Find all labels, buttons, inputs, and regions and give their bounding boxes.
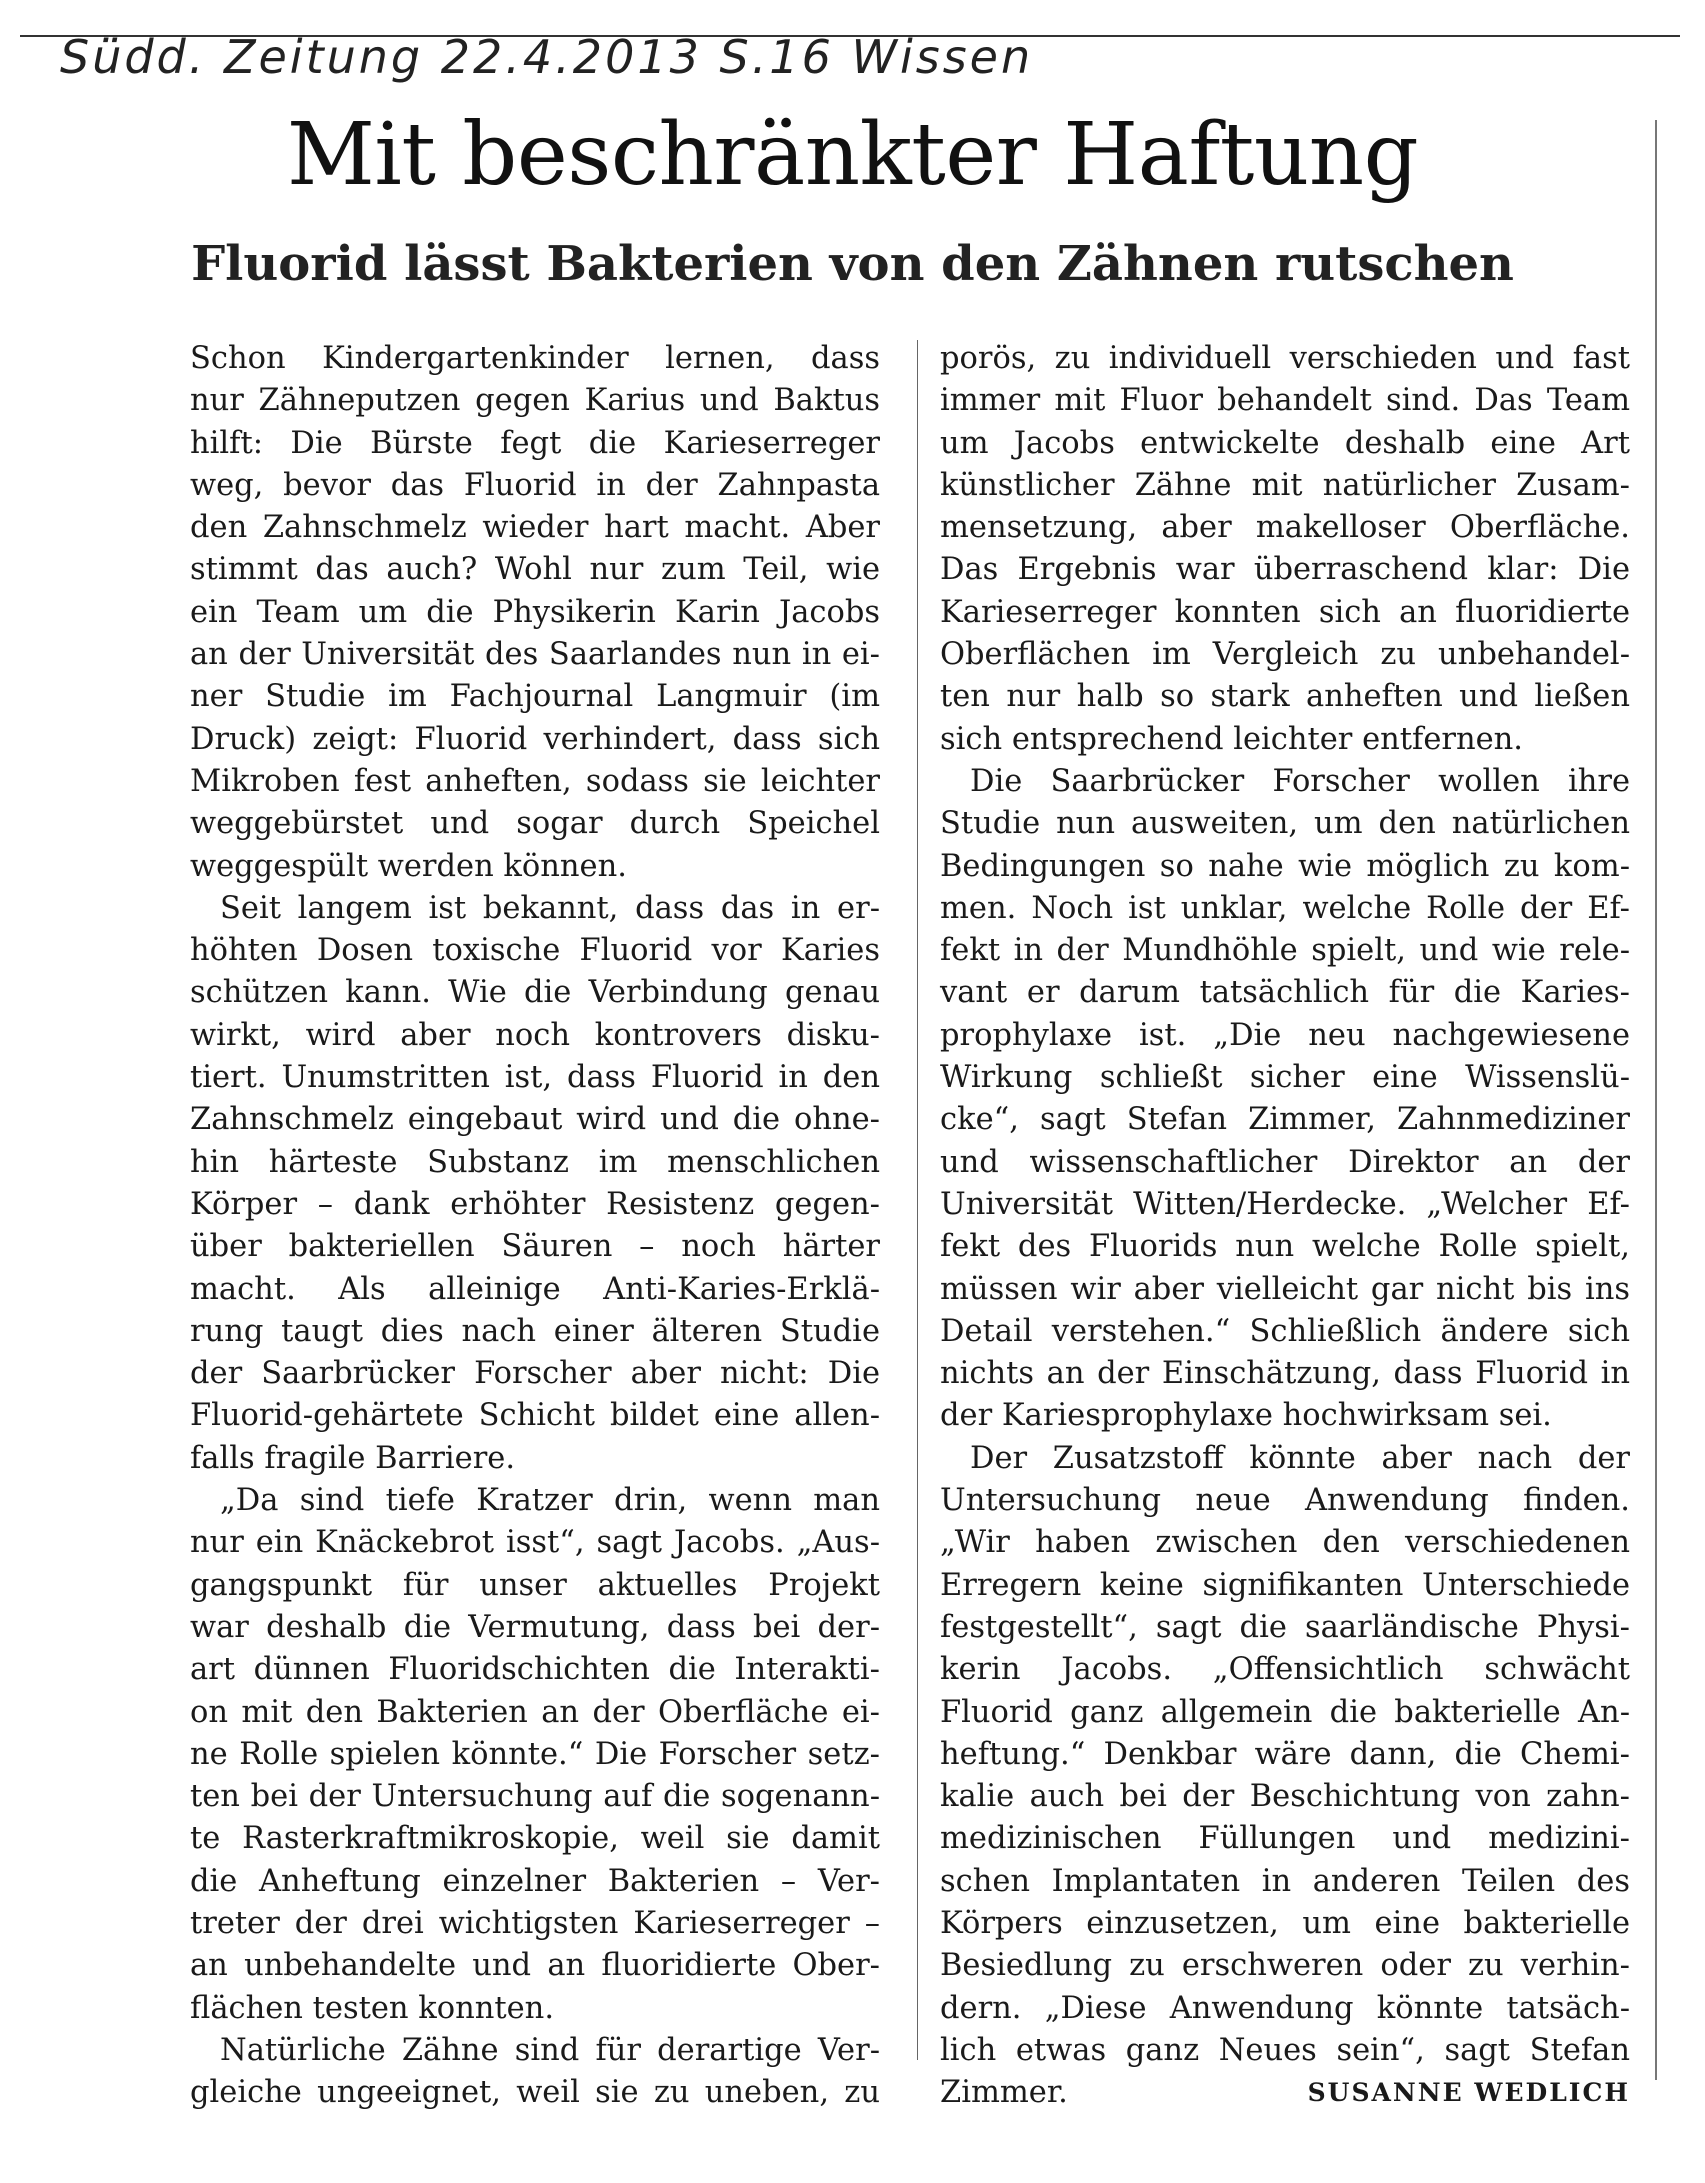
text-line: heftung.“ Denkbar wäre dann, die Chemi- — [940, 1736, 1630, 1772]
text-line: Seit langem ist bekannt, dass das in er- — [220, 890, 880, 926]
text-line: Der Zusatzstoff könnte aber nach der — [970, 1440, 1630, 1476]
text-line: weggebürstet und sogar durch Speichel — [190, 806, 880, 842]
handwritten-source-note: Südd. Zeitung 22.4.2013 S.16 Wissen — [60, 30, 1034, 84]
text-line: treter der drei wichtigsten Karieserreger – — [190, 1905, 880, 1941]
text-line: falls fragile Barriere. — [190, 1440, 516, 1476]
text-line: prophylaxe ist. „Die neu nachgewiesene — [940, 1017, 1630, 1053]
text-line: ein Team um die Physikerin Karin Jacobs — [190, 594, 880, 630]
text-line: war deshalb die Vermutung, dass bei der- — [190, 1609, 880, 1645]
text-line: Fluorid ganz allgemein die bakterielle An- — [940, 1694, 1630, 1730]
text-line: fekt in der Mundhöhle spielt, und wie rele- — [940, 933, 1630, 969]
text-line: Schon Kindergartenkinder lernen, dass — [190, 341, 880, 376]
text-line: mensetzung, aber makelloser Oberfläche. — [940, 510, 1630, 546]
author-byline: SUSANNE WEDLICH — [1307, 2078, 1630, 2108]
text-line: Körpers einzusetzen, um eine bakterielle — [940, 1905, 1630, 1941]
text-line: porös, zu individuell verschieden und fast — [940, 341, 1630, 376]
column-divider — [917, 340, 918, 2060]
text-line: kalie auch bei der Beschichtung von zahn- — [940, 1779, 1630, 1815]
article-column-left — [190, 338, 880, 2114]
page-edge-rule — [1655, 120, 1657, 2080]
text-line: Studie nun ausweiten, um den natürlichen — [940, 806, 1630, 842]
text-line: müssen wir aber vielleicht gar nicht bis ins — [940, 1271, 1630, 1307]
text-line: um Jacobs entwickelte deshalb eine Art — [940, 425, 1630, 461]
text-line: nichts an der Einschätzung, dass Fluorid in — [940, 1356, 1630, 1392]
text-line: te Rasterkraftmikroskopie, weil sie damit — [190, 1821, 880, 1857]
text-line: gangspunkt für unser aktuelles Projekt — [190, 1567, 880, 1603]
text-line: kerin Jacobs. „Offensichtlich schwächt — [940, 1652, 1630, 1688]
text-line: lich etwas ganz Neues sein“, sagt Stefan — [940, 2032, 1630, 2068]
text-line: immer mit Fluor behandelt sind. Das Team — [940, 383, 1630, 419]
text-line: den Zahnschmelz wieder hart macht. Aber — [190, 510, 880, 546]
text-line: höhten Dosen toxische Fluorid vor Karies — [190, 933, 880, 969]
text-line: Untersuchung neue Anwendung finden. — [940, 1483, 1630, 1519]
text-line: an unbehandelte und an fluoridierte Ober- — [190, 1948, 880, 1984]
text-line: hin härteste Substanz im menschlichen — [190, 1144, 880, 1180]
text-line: ner Studie im Fachjournal Langmuir (im — [190, 679, 880, 715]
text-line: schen Implantaten in anderen Teilen des — [940, 1863, 1630, 1899]
text-line: cke“, sagt Stefan Zimmer, Zahnmediziner — [940, 1102, 1630, 1138]
text-line: flächen testen konnten. — [190, 1990, 555, 2026]
text-line: nur ein Knäckebrot isst“, sagt Jacobs. „Aus- — [190, 1525, 880, 1561]
text-line: sich entsprechend leichter entfernen. — [940, 721, 1523, 757]
text-line: Besiedlung zu erschweren oder zu verhin- — [940, 1948, 1630, 1984]
text-line: medizinischen Füllungen und medizini- — [940, 1821, 1630, 1857]
text-line: weggespült werden können. — [190, 848, 627, 884]
text-line: Karieserreger konnten sich an fluoridierte — [940, 594, 1630, 630]
text-line: on mit den Bakterien an der Oberfläche ei- — [190, 1694, 880, 1730]
text-line: an der Universität des Saarlandes nun in ei- — [190, 637, 880, 673]
text-line: rung taugt dies nach einer älteren Studie — [190, 1313, 880, 1349]
text-line: die Anheftung einzelner Bakterien – Ver- — [190, 1863, 880, 1899]
text-line: gleiche ungeeignet, weil sie zu uneben, zu — [190, 2075, 880, 2111]
text-line: Das Ergebnis war überraschend klar: Die — [940, 552, 1630, 588]
text-line: wirkt, wird aber noch kontrovers disku- — [190, 1017, 880, 1053]
text-line: „Da sind tiefe Kratzer drin, wenn man — [220, 1483, 880, 1519]
text-line: Fluorid-gehärtete Schicht bildet eine allen- — [190, 1398, 880, 1434]
text-line: „Wir haben zwischen den verschiedenen — [940, 1525, 1630, 1561]
text-line: Die Saarbrücker Forscher wollen ihre — [970, 763, 1630, 799]
text-line: ne Rolle spielen könnte.“ Die Forscher setz- — [190, 1736, 880, 1772]
text-line: Universität Witten/Herdecke. „Welcher Ef- — [940, 1186, 1630, 1222]
text-line: der Kariesprophylaxe hochwirksam sei. — [940, 1398, 1552, 1434]
text-line: Wirkung schließt sicher eine Wissenslü- — [940, 1060, 1630, 1096]
text-line: Zimmer. SUSANNE WEDLICH — [940, 2072, 1630, 2114]
text-line: Bedingungen so nahe wie möglich zu kom- — [940, 848, 1630, 884]
text-line: macht. Als alleinige Anti-Karies-Erklä- — [190, 1271, 880, 1307]
text-line: weg, bevor das Fluorid in der Zahnpasta — [190, 467, 880, 503]
text-line: der Saarbrücker Forscher aber nicht: Die — [190, 1356, 880, 1392]
text-line: men. Noch ist unklar, welche Rolle der Ef- — [940, 890, 1630, 926]
text-line: Natürliche Zähne sind für derartige Ver- — [220, 2032, 880, 2068]
text-line: Detail verstehen.“ Schließlich ändere sich — [940, 1313, 1630, 1349]
text-line: festgestellt“, sagt die saarländische Physi- — [940, 1609, 1630, 1645]
text-line: tiert. Unumstritten ist, dass Fluorid in den — [190, 1060, 880, 1096]
text-line: vant er darum tatsächlich für die Karies- — [940, 975, 1630, 1011]
text-line: und wissenschaftlicher Direktor an der — [940, 1144, 1630, 1180]
text-line: Erregern keine signifikanten Unterschiede — [940, 1567, 1630, 1603]
text-line: ten bei der Untersuchung auf die sogenann- — [190, 1779, 880, 1815]
text-line: Druck) zeigt: Fluorid verhindert, dass sich — [190, 721, 880, 757]
text-line: Körper – dank erhöhter Resistenz gegen- — [190, 1186, 880, 1222]
text-line: künstlicher Zähne mit natürlicher Zusam- — [940, 467, 1630, 503]
text-line: nur Zähneputzen gegen Karius und Baktus — [190, 383, 880, 419]
text-line: hilft: Die Bürste fegt die Karieserreger — [190, 425, 880, 461]
text-line: Oberflächen im Vergleich zu unbehandel- — [940, 637, 1630, 673]
text-line: art dünnen Fluoridschichten die Interakti- — [190, 1652, 880, 1688]
text-line: fekt des Fluorids nun welche Rolle spielt, — [940, 1229, 1630, 1265]
article-column-right — [940, 338, 1630, 2114]
article-headline: Mit beschränkter Haftung — [286, 105, 1419, 205]
text-line: schützen kann. Wie die Verbindung genau — [190, 975, 880, 1011]
text-line: ten nur halb so stark anheften und ließen — [940, 679, 1630, 715]
text-line: Mikroben fest anheften, sodass sie leichter — [190, 763, 880, 799]
text-line: über bakteriellen Säuren – noch härter — [190, 1229, 880, 1265]
text-line: Zahnschmelz eingebaut wird und die ohne- — [190, 1102, 880, 1138]
text-line: dern. „Diese Anwendung könnte tatsäch- — [940, 1990, 1630, 2026]
article-subheadline: Fluorid lässt Bakterien von den Zähnen rutschen — [191, 236, 1514, 292]
text-line: stimmt das auch? Wohl nur zum Teil, wie — [190, 552, 880, 588]
